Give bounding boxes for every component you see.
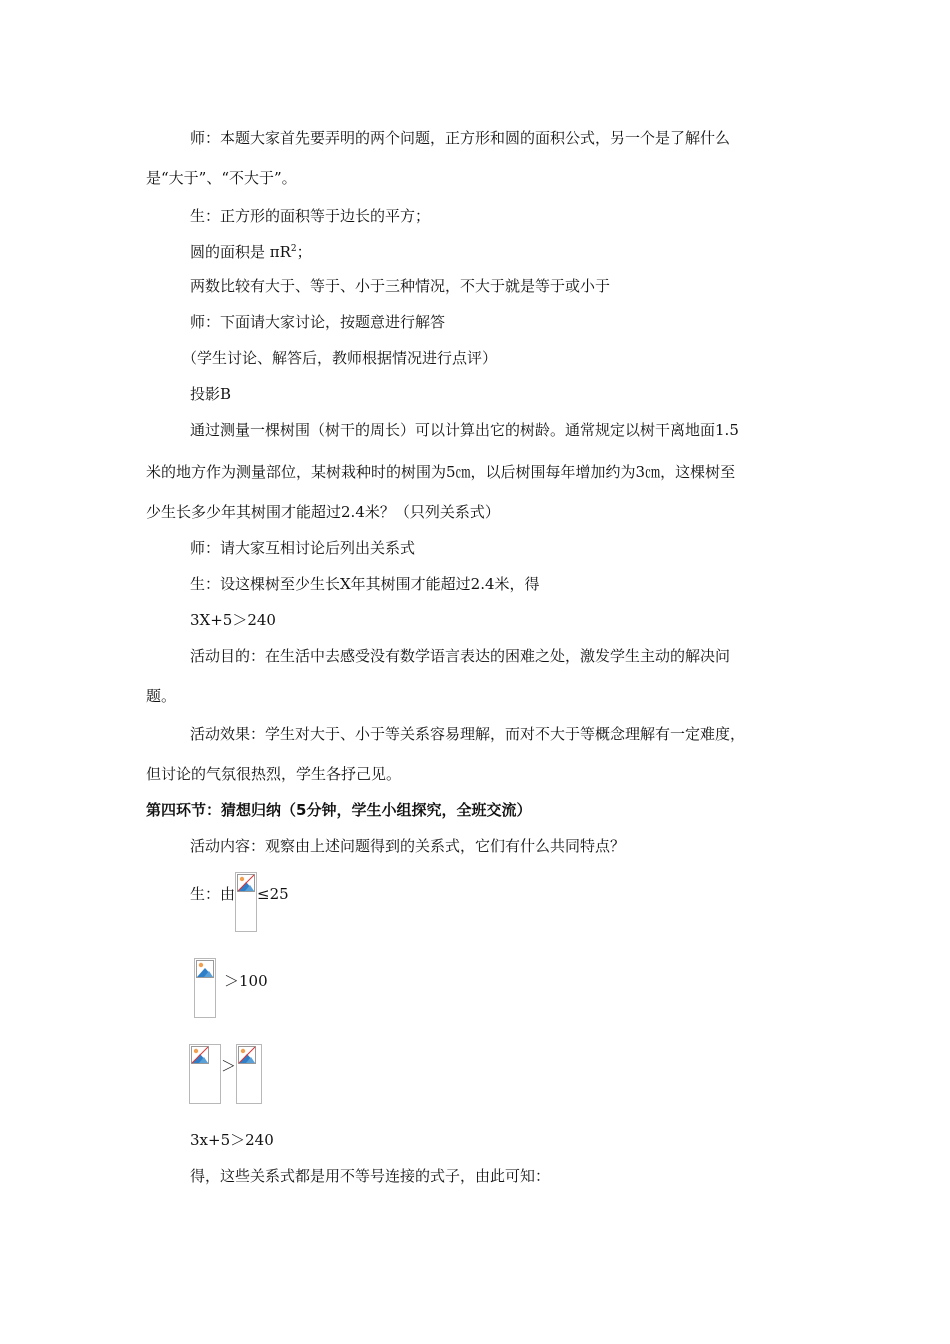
broken-image-icon [238, 1046, 256, 1064]
paragraph-activity-effect-cont: 但讨论的气氛很热烈，学生各抒己见。 [146, 765, 402, 783]
formula-row-2 [194, 958, 268, 1018]
paragraph-activity-goal-cont: 题。 [146, 687, 177, 705]
paragraph-conclusion: 得，这些关系式都是用不等号连接的式子，由此可知： [190, 1167, 551, 1185]
circle-area-punct: ； [296, 243, 312, 261]
circle-area-exponent: 2 [290, 244, 297, 254]
paragraph-student-discussion-note: （学生讨论、解答后，教师根据情况进行点评） [182, 349, 498, 367]
paragraph-comparison: 两数比较有大于、等于、小于三种情况，不大于就是等于或小于 [190, 277, 611, 295]
circle-area-text: 圆的面积是 πR [190, 243, 291, 261]
broken-image-icon [191, 1046, 209, 1064]
inequality-lowercase: 3x+5＞240 [190, 1131, 274, 1149]
paragraph-teacher-intro: 师：本题大家首先要弄明的两个问题，正方形和圆的面积公式，另一个是了解什么 [190, 129, 731, 147]
formula-row-1-prefix: 生：由 [190, 885, 236, 903]
formula-row-2-suffix: ＞100 [224, 972, 268, 990]
formula-row-1 [190, 872, 289, 932]
formula-row-3-mid: ＞ [221, 1057, 237, 1075]
formula-row-3 [189, 1044, 262, 1104]
paragraph-teacher-intro-cont: 是“大于”、“不大于”。 [146, 169, 297, 187]
broken-image-icon [196, 960, 214, 978]
formula-image-placeholder [194, 958, 216, 1018]
paragraph-circle-area [190, 242, 312, 262]
broken-image-icon [237, 874, 255, 892]
formula-image-placeholder [236, 1044, 262, 1104]
formula-image-placeholder [235, 872, 257, 932]
paragraph-activity-goal: 活动目的：在生活中去感受没有数学语言表达的困难之处，激发学生主动的解决问 [190, 647, 731, 665]
paragraph-student-setup: 生：设这棵树至少生长X年其树围才能超过2.4米，得 [190, 575, 540, 593]
formula-row-1-suffix: ≤25 [257, 885, 289, 903]
formula-image-placeholder [189, 1044, 221, 1104]
paragraph-tree-problem-end: 少生长多少年其树围才能超过2.4米？（只列关系式） [146, 503, 500, 521]
paragraph-activity-effect: 活动效果：学生对大于、小于等关系容易理解，而对不大于等概念理解有一定难度， [190, 725, 746, 743]
paragraph-teacher-discuss: 师：下面请大家讨论，按题意进行解答 [190, 313, 446, 331]
paragraph-student-square: 生：正方形的面积等于边长的平方； [190, 207, 431, 225]
paragraph-projection-b: 投影B [190, 385, 232, 403]
paragraph-tree-problem: 通过测量一棵树围（树干的周长）可以计算出它的树龄。通常规定以树干离地面1.5 [190, 421, 739, 439]
inequality-tree: 3X+5＞240 [190, 611, 276, 629]
section-heading: 第四环节：猜想归纳（5分钟，学生小组探究，全班交流） [146, 801, 532, 819]
paragraph-teacher-relation: 师：请大家互相讨论后列出关系式 [190, 539, 416, 557]
paragraph-activity-content: 活动内容：观察由上述问题得到的关系式，它们有什么共同特点？ [190, 837, 626, 855]
paragraph-tree-problem-cont: 米的地方作为测量部位，某树栽种时的树围为5㎝，以后树围每年增加约为3㎝，这棵树至 [146, 463, 736, 481]
